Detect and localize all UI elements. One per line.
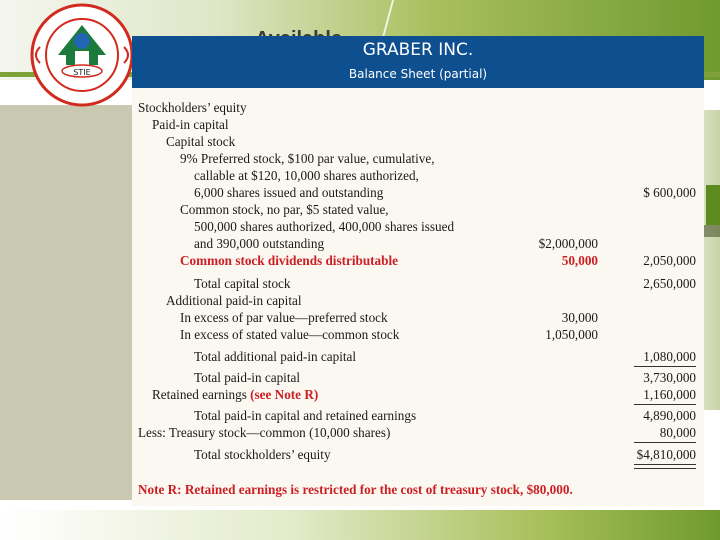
company-name: GRABER INC. bbox=[362, 40, 474, 60]
row-label: 500,000 shares authorized, 400,000 shares issued bbox=[194, 219, 455, 234]
statement-row bbox=[132, 349, 704, 366]
row-label: Total paid-in capital bbox=[194, 370, 301, 385]
left-panel bbox=[0, 105, 140, 500]
statement-row bbox=[132, 202, 704, 219]
statement-row bbox=[132, 327, 704, 344]
slide-footer-band bbox=[0, 510, 720, 540]
statement-row bbox=[132, 408, 704, 425]
row-total: $ 600,000 bbox=[643, 185, 696, 200]
balance-sheet bbox=[132, 36, 704, 506]
statement-row bbox=[132, 151, 704, 168]
subtotal-rule bbox=[634, 404, 696, 405]
statement-row bbox=[132, 447, 704, 464]
subtotal-rule bbox=[634, 366, 696, 367]
statement-row bbox=[132, 117, 704, 134]
row-label bbox=[152, 387, 318, 403]
row-label: Total stockholders’ equity bbox=[194, 447, 331, 462]
svg-text:STIE: STIE bbox=[73, 68, 91, 77]
row-label: Common stock dividends distributable bbox=[180, 253, 398, 268]
row-label: 6,000 shares issued and outstanding bbox=[194, 185, 384, 200]
statement-row bbox=[132, 219, 704, 236]
row-label: Common stock, no par, $5 stated value, bbox=[180, 202, 389, 217]
row-label: callable at $120, 10,000 shares authorized, bbox=[194, 168, 419, 183]
statement-row bbox=[132, 310, 704, 327]
grand-total-double-rule bbox=[634, 464, 696, 469]
note-r: Note R: Retained earnings is restricted for the cost of treasury stock, $80,000. bbox=[138, 482, 573, 497]
school-logo-icon bbox=[28, 3, 136, 107]
row-label: Capital stock bbox=[166, 134, 236, 149]
statement-subtitle: Balance Sheet (partial) bbox=[348, 67, 488, 81]
row-total: 2,650,000 bbox=[643, 276, 696, 291]
row-label: Total capital stock bbox=[194, 276, 291, 291]
row-total: 4,890,000 bbox=[643, 408, 696, 423]
balance-sheet-header bbox=[132, 36, 704, 88]
statement-row bbox=[132, 168, 704, 185]
row-label: Paid-in capital bbox=[152, 117, 229, 132]
row-label: In excess of par value—preferred stock bbox=[180, 310, 388, 325]
row-total: 3,730,000 bbox=[643, 370, 696, 385]
note-reference: (see Note R) bbox=[250, 387, 319, 402]
statement-row-highlight bbox=[132, 253, 704, 270]
subtotal-rule bbox=[634, 442, 696, 443]
statement-row bbox=[132, 100, 704, 117]
row-label: Total additional paid-in capital bbox=[194, 349, 357, 364]
row-total: 1,080,000 bbox=[643, 349, 696, 364]
row-total: 80,000 bbox=[659, 425, 696, 440]
retained-earnings-label: Retained earnings bbox=[152, 387, 247, 402]
row-total: 2,050,000 bbox=[643, 253, 696, 268]
row-total: 1,160,000 bbox=[643, 387, 696, 402]
row-amount: 30,000 bbox=[561, 310, 598, 325]
right-ribbon bbox=[706, 185, 720, 225]
row-amount: 1,050,000 bbox=[545, 327, 598, 342]
row-label: In excess of stated value—common stock bbox=[180, 327, 400, 342]
row-label: Total paid-in capital and retained earnings bbox=[194, 408, 417, 423]
statement-row bbox=[132, 425, 704, 442]
row-label: Less: Treasury stock—common (10,000 shares) bbox=[138, 425, 391, 440]
row-label: 9% Preferred stock, $100 par value, cumulative, bbox=[180, 151, 435, 166]
statement-row bbox=[132, 236, 704, 253]
statement-row bbox=[132, 134, 704, 151]
statement-row bbox=[132, 293, 704, 310]
row-label: Stockholders’ equity bbox=[138, 100, 247, 115]
row-total: $4,810,000 bbox=[636, 447, 696, 462]
row-amount: $2,000,000 bbox=[538, 236, 598, 251]
statement-row bbox=[132, 387, 704, 404]
row-label: and 390,000 outstanding bbox=[194, 236, 325, 251]
statement-row bbox=[132, 185, 704, 202]
row-amount: 50,000 bbox=[561, 253, 598, 268]
statement-row bbox=[132, 276, 704, 293]
statement-row bbox=[132, 370, 704, 387]
row-label: Additional paid-in capital bbox=[166, 293, 302, 308]
